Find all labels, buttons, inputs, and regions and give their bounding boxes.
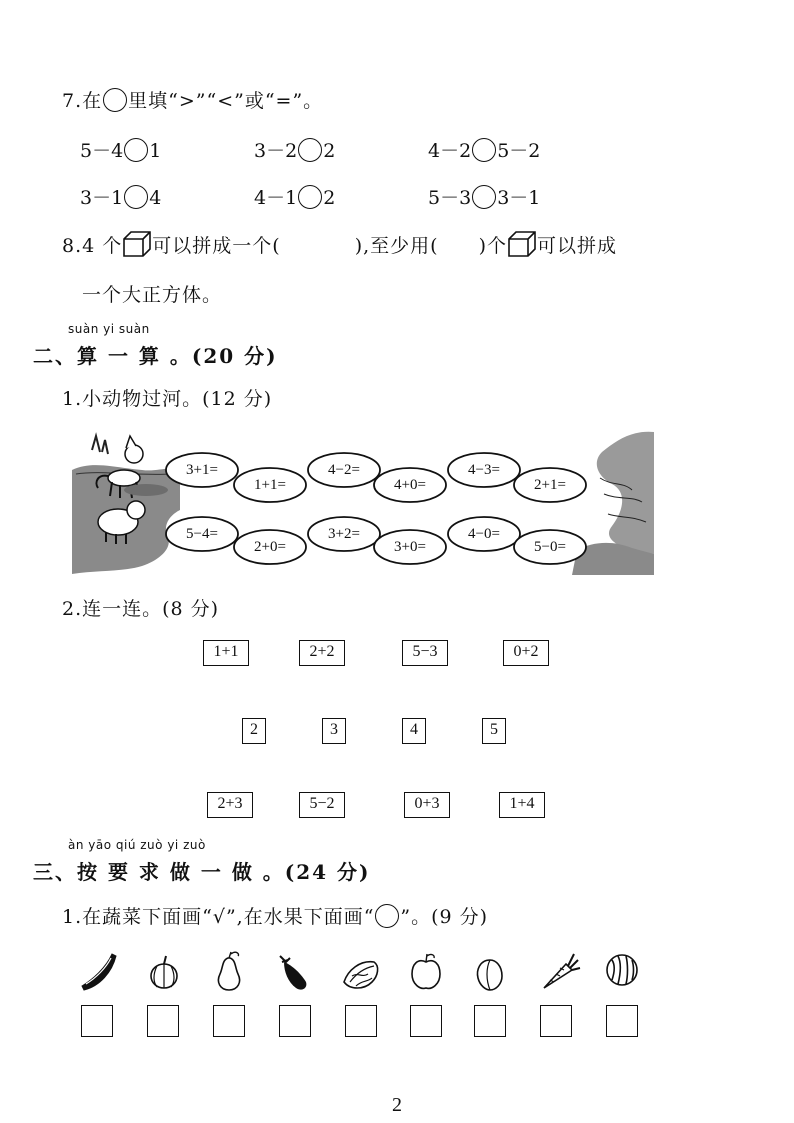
stone-expression-top-6[interactable]: 2+1=	[534, 477, 566, 493]
stone-expression-top-3[interactable]: 4−2=	[328, 462, 360, 478]
stone-expression-top-5[interactable]: 4−3=	[468, 462, 500, 478]
eggplant-icon	[280, 956, 306, 990]
number-box-4[interactable]: 5	[482, 718, 506, 744]
q8-line1: 8.4 个 可以拼成一个( ),至少用( )个 可以拼成	[62, 230, 617, 258]
answer-box-7[interactable]	[474, 1005, 506, 1037]
stone-expression-bottom-4[interactable]: 3+0=	[394, 539, 426, 555]
compare-circle[interactable]	[298, 185, 322, 209]
answer-box-1[interactable]	[81, 1005, 113, 1037]
stone-expression-top-4[interactable]: 4+0=	[394, 477, 426, 493]
stone-expression-bottom-2[interactable]: 2+0=	[254, 539, 286, 555]
right-bank	[597, 432, 654, 554]
number-box-3[interactable]: 4	[402, 718, 426, 744]
compare-circle[interactable]	[124, 138, 148, 162]
sec3-pinyin: àn yāo qiú zuò yi zuò	[68, 838, 206, 852]
q7-item-4: 3－1 4	[80, 187, 162, 209]
answer-box-5[interactable]	[345, 1005, 377, 1037]
q3-1-instruction: 1.在蔬菜下面画“√”,在水果下面画“ ”。(9 分)	[62, 906, 489, 928]
answer-box-8[interactable]	[540, 1005, 572, 1037]
compare-circle[interactable]	[298, 138, 322, 162]
q2-1-title: 1.小动物过河。(12 分)	[62, 388, 273, 410]
q7-item-6: 5－3 3－1	[428, 187, 541, 209]
answer-box-9[interactable]	[606, 1005, 638, 1037]
page-number: 2	[392, 1094, 402, 1116]
expr-box-bottom-1[interactable]: 2+3	[207, 792, 253, 818]
peach-icon	[478, 960, 503, 990]
apple-icon	[412, 954, 440, 988]
circle-icon	[103, 88, 127, 112]
pear-icon	[218, 952, 239, 990]
expr-box-top-1[interactable]: 1+1	[203, 640, 249, 666]
produce-row	[72, 948, 652, 992]
expr-box-top-3[interactable]: 5−3	[402, 640, 448, 666]
answer-box-3[interactable]	[213, 1005, 245, 1037]
small-cube-icon	[507, 230, 537, 258]
watermelon-icon	[607, 955, 637, 985]
pumpkin-icon	[151, 956, 177, 988]
q7-item-2: 3－2 2	[254, 140, 336, 162]
expr-box-bottom-3[interactable]: 0+3	[404, 792, 450, 818]
stone-expression-bottom-5[interactable]: 4−0=	[468, 526, 500, 542]
stone-expression-bottom-1[interactable]: 5−4=	[186, 526, 218, 542]
stone-expression-top-1[interactable]: 3+1=	[186, 462, 218, 478]
answer-box-2[interactable]	[147, 1005, 179, 1037]
compare-circle[interactable]	[472, 138, 496, 162]
q7-item-3: 4－2 5－2	[428, 140, 541, 162]
stone-expression-bottom-6[interactable]: 5−0=	[534, 539, 566, 555]
sec2-pinyin: suàn yi suàn	[68, 322, 150, 336]
expr-box-top-2[interactable]: 2+2	[299, 640, 345, 666]
q7-post: 里填“>”“<”或“=”。	[128, 90, 324, 112]
circle-icon	[375, 904, 399, 928]
q2-2-title: 2.连一连。(8 分)	[62, 598, 220, 620]
sec3-title: 三、按 要 求 做 一 做 。(24 分)	[33, 860, 371, 884]
q7-pre: 7.在	[62, 90, 103, 112]
sec2-title: 二、算 一 算 。(20 分)	[33, 344, 278, 368]
number-box-2[interactable]: 3	[322, 718, 346, 744]
compare-circle[interactable]	[124, 185, 148, 209]
answer-box-4[interactable]	[279, 1005, 311, 1037]
expr-box-bottom-4[interactable]: 1+4	[499, 792, 545, 818]
q7-instruction	[62, 86, 323, 113]
expr-box-bottom-2[interactable]: 5−2	[299, 792, 345, 818]
q8-line2: 一个大正方体。	[82, 284, 223, 306]
q7-item-5: 4－1 2	[254, 187, 336, 209]
stone-expression-bottom-3[interactable]: 3+2=	[328, 526, 360, 542]
q7-item-1: 5－4 1	[80, 140, 162, 162]
compare-circle[interactable]	[472, 185, 496, 209]
small-cube-icon	[122, 230, 152, 258]
expr-box-top-4[interactable]: 0+2	[503, 640, 549, 666]
answer-box-6[interactable]	[410, 1005, 442, 1037]
banana-icon	[82, 954, 116, 990]
cabbage-icon	[344, 962, 378, 988]
number-box-1[interactable]: 2	[242, 718, 266, 744]
stone-expression-top-2[interactable]: 1+1=	[254, 477, 286, 493]
carrot-icon	[544, 954, 580, 988]
